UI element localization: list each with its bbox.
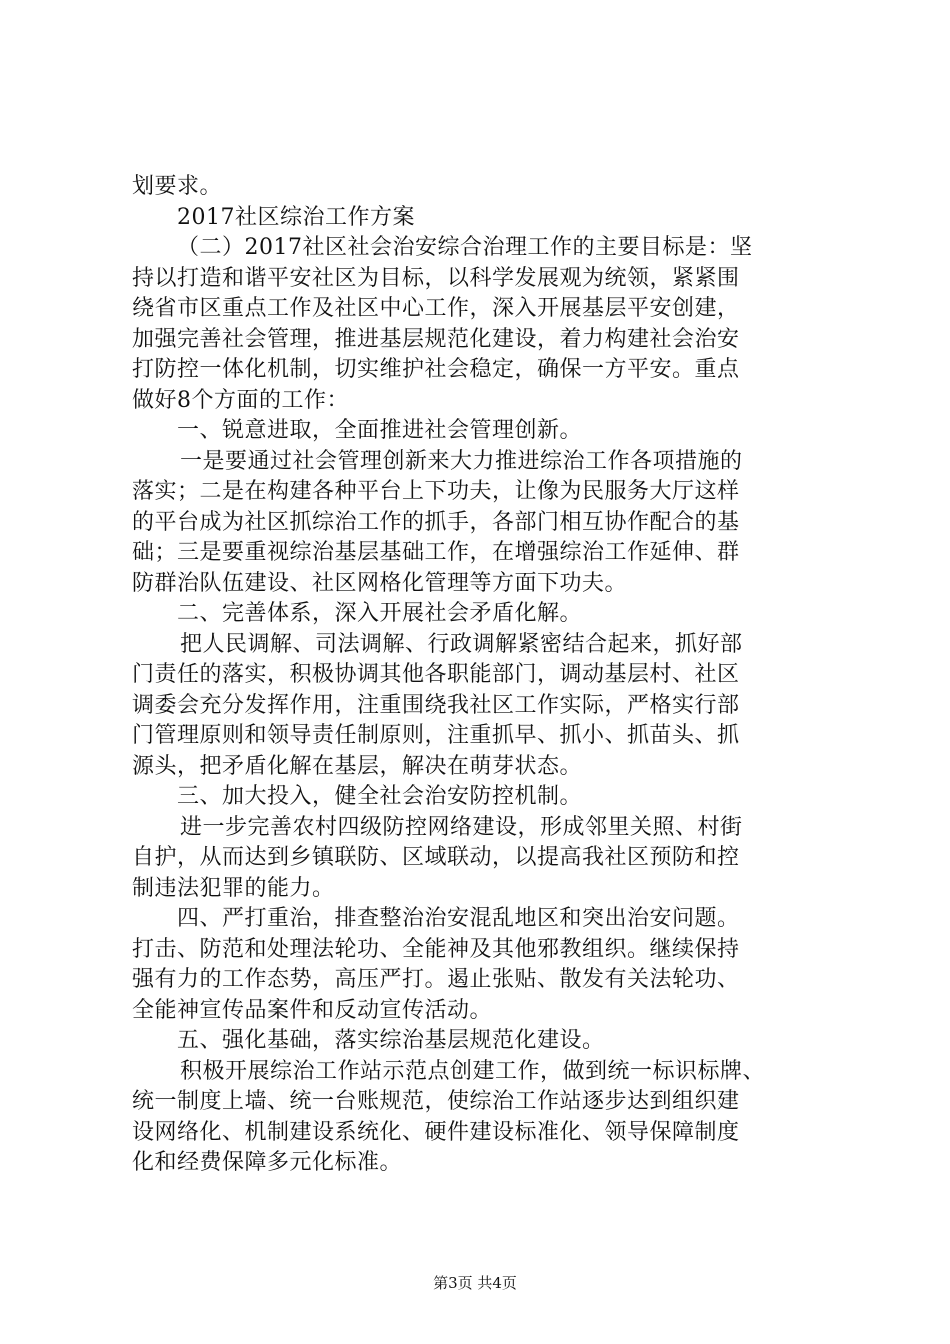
text-line: 持以打造和谐平安社区为目标，以科学发展观为统领，紧紧围 [132, 265, 740, 291]
heading-line: 一、锐意进取，全面推进社会管理创新。 [177, 418, 583, 443]
text-line: 化和经费保障多元化标准。 [132, 1150, 403, 1175]
text-line: 防群治队伍建设、社区网格化管理等方面下功夫。 [132, 570, 628, 596]
document-body [132, 172, 832, 1179]
text-line: 落实；二是在构建各种平台上下功夫，让像为民服务大厅这样 [132, 479, 740, 504]
text-line: 强有力的工作态势，高压严打。遏止张贴、散发有关法轮功、 [132, 967, 740, 992]
text-line: 划要求。 [132, 174, 223, 199]
text-line: 制违法犯罪的能力。 [132, 875, 335, 901]
text-line: 积极开展综治工作站示范点创建工作，做到统一标识标牌、 [180, 1058, 766, 1084]
page-footer: 第3页 共4页 [433, 1274, 517, 1292]
text-line: 础；三是要重视综治基层基础工作，在增强综治工作延伸、群 [132, 540, 740, 565]
text-line: 进一步完善农村四级防控网络建设，形成邻里关照、村街 [180, 814, 743, 840]
text-line: 源头，把矛盾化解在基层，解决在萌芽状态。 [132, 753, 583, 779]
heading-line: 三、加大投入，健全社会治安防控机制。 [177, 784, 583, 809]
text-line: 把人民调解、司法调解、行政调解紧密结合起来，抓好部 [180, 631, 743, 657]
heading-line: 四、严打重治，排查整治治安混乱地区和突出治安问题。 [177, 906, 740, 931]
text-line: （二）2017社区社会治安综合治理工作的主要目标是：坚 [177, 235, 753, 260]
text-line: 门责任的落实，积极协调其他各职能部门，调动基层村、社区 [132, 662, 740, 687]
text-line: 调委会充分发挥作用，注重围绕我社区工作实际，严格实行部 [132, 692, 740, 718]
text-line: 自护，从而达到乡镇联防、区域联动，以提高我社区预防和控 [132, 845, 740, 870]
text-line: 的平台成为社区抓综治工作的抓手，各部门相互协作配合的基 [132, 509, 740, 535]
text-line: 做好8个方面的工作： [132, 387, 349, 413]
text-line: 打击、防范和处理法轮功、全能神及其他邪教组织。继续保持 [132, 936, 740, 962]
text-line: 统一制度上墙、统一台账规范，使综治工作站逐步达到组织建 [132, 1089, 740, 1114]
heading-line: 二、完善体系，深入开展社会矛盾化解。 [177, 601, 583, 626]
heading-line: 五、强化基础，落实综治基层规范化建设。 [177, 1028, 605, 1053]
text-line: 一是要通过社会管理创新来大力推进综治工作各项措施的 [180, 448, 743, 474]
text-line: 加强完善社会管理，推进基层规范化建设，着力构建社会治安 [132, 326, 740, 352]
text-line: 打防控一体化机制，切实维护社会稳定，确保一方平安。重点 [132, 357, 740, 382]
text-line: 全能神宣传品案件和反动宣传活动。 [132, 997, 493, 1023]
text-line: 绕省市区重点工作及社区中心工作，深入开展基层平安创建， [132, 296, 740, 321]
section-title: 2017社区综治工作方案 [177, 204, 415, 230]
text-line: 设网络化、机制建设系统化、硬件建设标准化、领导保障制度 [132, 1119, 740, 1145]
text-line: 门管理原则和领导责任制原则，注重抓早、抓小、抓苗头、抓 [132, 723, 740, 748]
